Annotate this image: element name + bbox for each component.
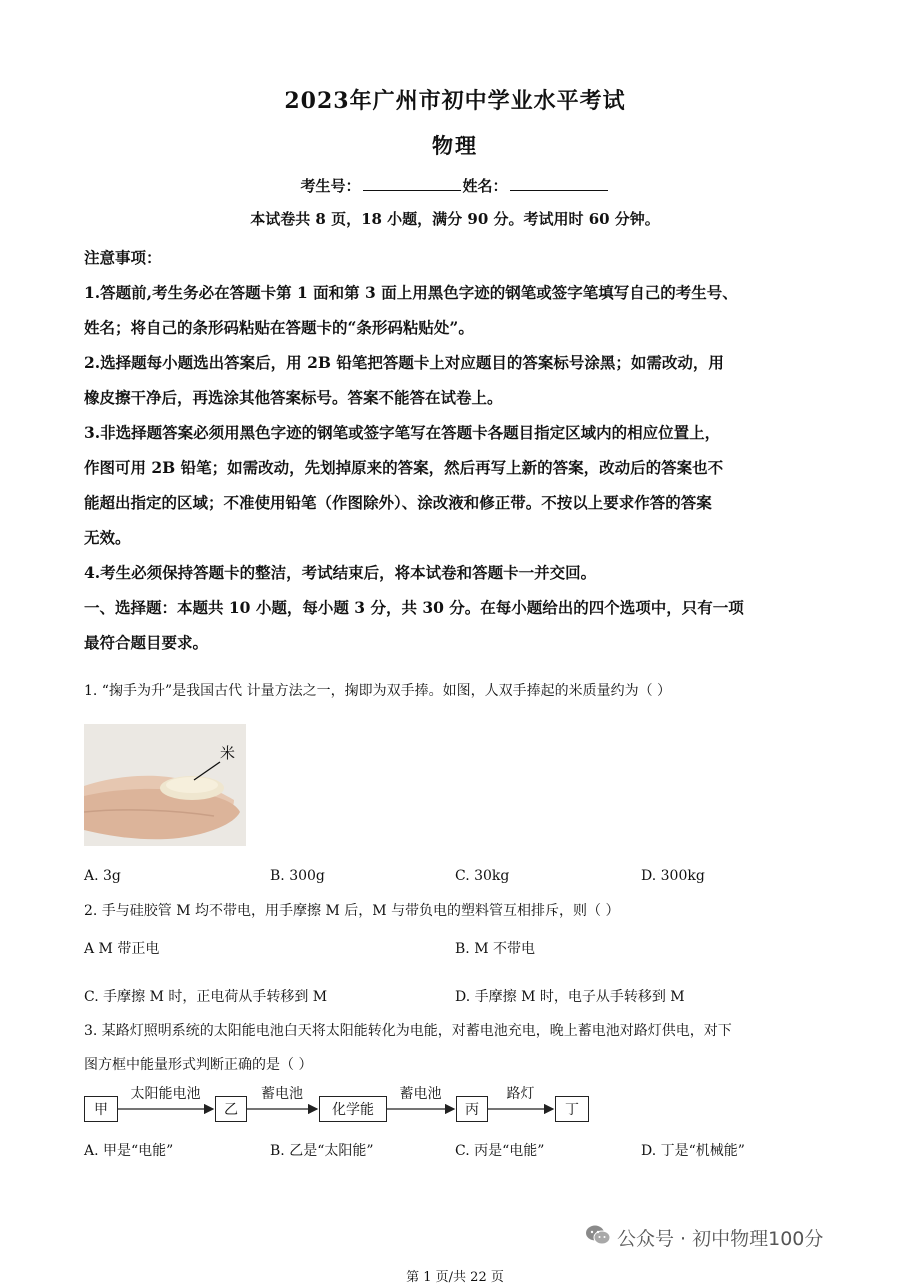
name-label: 姓名： (462, 177, 508, 195)
q3-option-d: D. 丁是“机械能” (641, 1143, 745, 1159)
notice-line: 1.答题前,考生务必在答题卡第 1 面和第 3 面上用黑色字迹的钢笔或签字笔填写自己的考生号、 (84, 283, 738, 302)
q2-option-d: D. 手摩擦 M 时，电子从手转移到 M (455, 989, 685, 1005)
q1-option-b: B. 300g (270, 868, 325, 884)
notice-line: 4.考生必须保持答题卡的整洁，考试结束后，将本试卷和答题卡一并交回。 (84, 563, 597, 582)
flow-box-bing: 丙 (456, 1096, 488, 1122)
arrow-label-street-lamp: 路灯 (506, 1086, 535, 1102)
notice-line: 姓名；将自己的条形码粘贴在答题卡的“条形码粘贴处”。 (84, 318, 474, 337)
exam-summary: 本试卷共 8 页，18 小题，满分 90 分。考试用时 60 分钟。 (250, 210, 660, 228)
notice-line: 能超出指定的区域；不准使用铅笔（作图除外）、涂改液和修正带。不按以上要求作答的答案 (84, 493, 712, 512)
q3-option-c: C. 丙是“电能” (455, 1143, 545, 1159)
q3-option-a: A. 甲是“电能” (84, 1143, 174, 1159)
notice-line: 无效。 (84, 528, 131, 547)
q3-option-b: B. 乙是“太阳能” (270, 1143, 374, 1159)
q2-option-b: B. M 不带电 (455, 941, 535, 957)
q1-option-a: A. 3g (84, 868, 121, 884)
candidate-number-blank (363, 176, 461, 191)
flow-box-jia: 甲 (84, 1096, 118, 1122)
energy-flow-diagram (84, 1088, 604, 1132)
section-heading-cont: 最符合题目要求。 (84, 633, 209, 652)
q2-option-c: C. 手摩擦 M 时，正电荷从手转移到 M (84, 989, 328, 1005)
arrow-label-solar-cell: 太阳能电池 (130, 1086, 201, 1102)
arrow-label-battery-1: 蓄电池 (261, 1086, 303, 1102)
q2-option-a: A M 带正电 (84, 941, 160, 957)
flow-box-yi: 乙 (215, 1096, 247, 1122)
notice-heading: 注意事项： (84, 248, 162, 267)
section-heading: 一、选择题：本题共 10 小题，每小题 3 分，共 30 分。在每小题给出的四个选项中，只有一项 (84, 598, 744, 617)
flow-box-ding: 丁 (555, 1096, 589, 1122)
notice-line: 作图可用 2B 铅笔；如需改动，先划掉原来的答案，然后再写上新的答案，改动后的答案也不 (84, 458, 724, 477)
notice-line: 3.非选择题答案必须用黑色字迹的钢笔或签字笔写在答题卡各题目指定区域内的相应位置上， (84, 423, 721, 442)
name-blank (510, 176, 608, 191)
wechat-icon (585, 1224, 611, 1251)
notice-line: 2.选择题每小题选出答案后，用 2B 铅笔把答题卡上对应题目的答案标号涂黑；如需改动，用 (84, 353, 724, 372)
subject-title: 物理 (432, 133, 478, 158)
notice-line: 橡皮擦干净后，再选涂其他答案标号。答案不能答在试卷上。 (84, 388, 503, 407)
q1-option-c: C. 30kg (455, 868, 510, 884)
watermark (585, 1224, 823, 1251)
q1-option-d: D. 300kg (641, 868, 705, 884)
rice-hands-image (84, 724, 246, 846)
candidate-number-label: 考生号： (300, 177, 361, 195)
candidate-info-line (0, 175, 910, 196)
exam-title: 2023年广州市初中学业水平考试 (284, 88, 626, 114)
q1-stem: 1. “掬手为升”是我国古代 计量方法之一，掬即为双手捧。如图，人双手捧起的米质量约为（ ） (84, 683, 672, 699)
arrow-label-battery-2: 蓄电池 (399, 1086, 442, 1102)
q3-stem-line1: 3. 某路灯照明系统的太阳能电池白天将太阳能转化为电能，对蓄电池充电，晚上蓄电池对路灯供电，对下 (84, 1023, 732, 1039)
rice-label: 米 (220, 744, 236, 762)
q3-stem-line2: 图方框中能量形式判断正确的是（ ） (84, 1057, 313, 1073)
notice-section (84, 240, 834, 660)
q2-stem: 2. 手与硅胶管 M 均不带电，用手摩擦 M 后，M 与带负电的塑料管互相排斥，则（ ） (84, 903, 620, 919)
page-number: 第 1 页/共 22 页 (406, 1270, 504, 1285)
watermark-text: 公众号 · 初中物理100分 (617, 1228, 824, 1250)
flow-box-chemical: 化学能 (319, 1096, 387, 1122)
